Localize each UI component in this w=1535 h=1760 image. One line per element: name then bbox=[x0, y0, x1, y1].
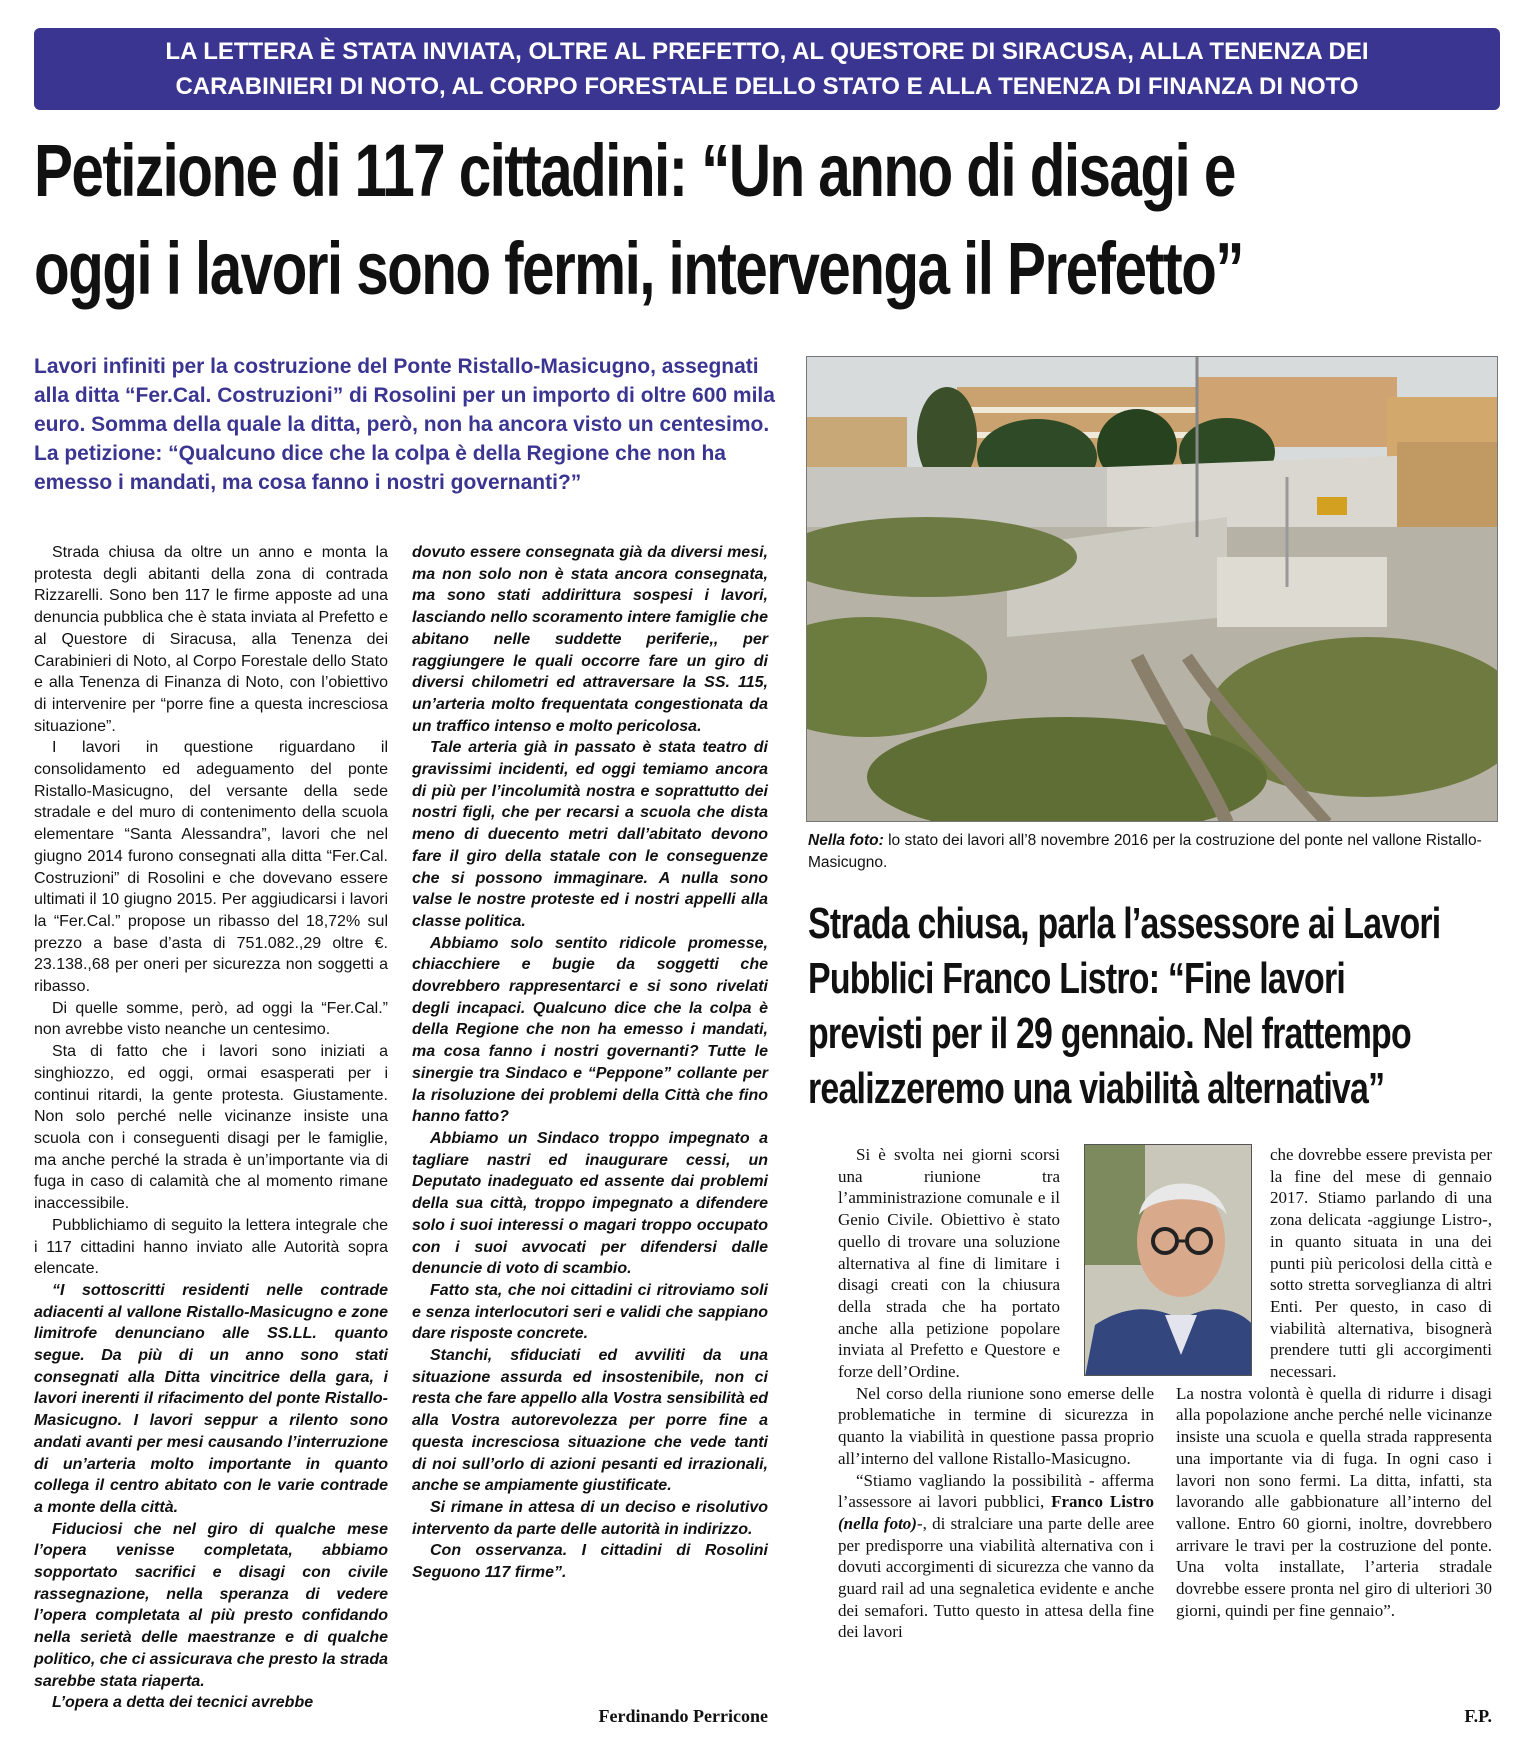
listro-column-2 bbox=[1176, 1144, 1492, 1621]
letter-paragraph: Tale arteria già in passato è stata teatro di gravissimi incidenti, ed oggi temiamo ancora di più per l’incolumità nostra e soprattutto dei nostri figli, che per recarsi a scuola che dista meno di duecento metri dall’abitato devono fare il giro della statale con le conseguenze che si possono immaginare. A nulla sono valse le nostre proteste ed i nostri appelli alla classe politica. bbox=[412, 739, 768, 930]
listro-column-1 bbox=[838, 1144, 1154, 1643]
quote-part: -, di stralciare una parte delle aree per predisporre una viabilità alternativa con i dovuti accorgimenti di sicurezza che vanno da guard rail ad una segnaletica evidente e anche dei semafori. Tutto questo in attesa della fine dei lavori bbox=[838, 1513, 1154, 1642]
top-banner bbox=[34, 28, 1500, 110]
letter-paragraph: Fatto sta, che noi cittadini ci ritroviamo soli e senza interlocutori seri e validi che sappiano dare risposte concrete. bbox=[412, 1281, 768, 1343]
photo-reference: (nella foto) bbox=[838, 1513, 917, 1533]
construction-site-photo bbox=[806, 356, 1498, 822]
letter-paragraph: “I sottoscritti residenti nelle contrade adiacenti al vallone Ristallo-Masicugno e zone limitrofe denunciano alle SS.LL. quanto segue. Da più di un anno sono stati consegnati alla Ditta vincitrice della gara, i lavori inerenti il rifacimento del ponte Ristallo-Masicugno. I lavori seppur a rilento sono andati avanti per mesi causando l’interruzione di un’arteria molto importante in quanto collega il centro abitato con le varie contrade a monte della città. bbox=[34, 1281, 388, 1516]
letter-paragraph: Fiduciosi che nel giro di qualche mese l’opera venisse completata, abbiamo sopportato sacrifici e disagi con civile rassegnazione, nella speranza di vedere l’opera completata al più presto confidando nella serietà delle maestranze e di qualche politico, che ci assicurava che presto la strada sarebbe stata riaperta. bbox=[34, 1520, 388, 1690]
second-headline-line-4: realizzeremo una viabilità alternativa” bbox=[808, 1064, 1385, 1113]
subtitle-paragraph-1: Lavori infiniti per la costruzione del Ponte Ristallo-Masicugno, assegnati alla ditta “Fer.Cal. Costruzioni” di Rosolini per un importo di oltre 600 mila euro. Somma della quale la ditta, però, non ha ancora visto un centesimo. bbox=[34, 355, 775, 436]
article-paragraph: I lavori in questione riguardano il consolidamento ed adeguamento del ponte Ristallo-Masicugno, del versante della sede stradale e del muro di contenimento della scuola elementare “Santa Alessandra”, lavori che nel giugno 2014 furono consegnati alla ditta “Fer.Cal. Costruzioni” di Rosolini e che dovevano essere ultimati il 10 giugno 2015. Per aggiudicarsi i lavori la “Fer.Cal.” propose un ribasso del 18,72% sul prezzo a base d’asta di 751.082.,29 oltre €. 23.138.,68 per oneri per sicurezza non soggetti a ribasso. bbox=[34, 739, 388, 996]
second-headline-line-1: Strada chiusa, parla l’assessore ai Lavori bbox=[808, 899, 1441, 948]
article-paragraph: Strada chiusa da oltre un anno e monta la protesta degli abitanti della zona di contrada Rizzarelli. Sono ben 117 le firme apposte ad una denuncia pubblica che è stata inviata al Prefetto e al Questore di Siracusa, alla Tenenza dei Carabinieri di Noto, al Corpo Forestale dello Stato e alla Tenenza di Finanza di Noto, con l’obiettivo di intervenire per “porre fine a questa incresciosa situazione”. bbox=[34, 544, 388, 735]
assessor-name: Franco Listro bbox=[1051, 1492, 1154, 1512]
banner-line-1: LA LETTERA È STATA INVIATA, OLTRE AL PREFETTO, AL QUESTORE DI SIRACUSA, ALLA TENENZA DEI bbox=[165, 38, 1369, 65]
caption-text: lo stato dei lavori all’8 novembre 2016 per la costruzione del ponte nel vallone Ristallo-Masicugno. bbox=[808, 832, 1482, 871]
subtitle bbox=[34, 352, 794, 497]
second-headline-line-3: previsti per il 29 gennaio. Nel frattempo bbox=[808, 1009, 1411, 1058]
second-signature: F.P. bbox=[1464, 1706, 1492, 1726]
headline-line-1: Petizione di 117 cittadini: “Un anno di disagi e bbox=[34, 129, 1235, 212]
banner-line-2: CARABINIERI DI NOTO, AL CORPO FORESTALE DELLO STATO E ALLA TENENZA DI FINANZA DI NOTO bbox=[175, 73, 1359, 100]
article-column-1 bbox=[34, 542, 388, 1714]
subtitle-paragraph-2: La petizione: “Qualcuno dice che la colpa è della Regione che non ha emesso i mandati, ma cosa fanno i nostri governanti?” bbox=[34, 442, 726, 494]
letter-paragraph: Stanchi, sfiduciati ed avviliti da una situazione assurda ed insostenibile, non ci resta che fare appello alla Vostra sensibilità ed alla Vostra autorevolezza per porre fine a questa incresciosa situazione che vede tanti di noi sull’orlo di azioni pesanti ed irrazionali, anche se ampiamente giustificate. bbox=[412, 1347, 768, 1495]
letter-paragraph: Abbiamo un Sindaco troppo impegnato a tagliare nastri ed inaugurare cessi, un Deputato inadeguato ed assente dai problemi della sua città, troppo impegnato a difendere solo i suoi interessi o magari troppo occupato con i suoi avvocati per difendersi dalle denuncie di voto di scambio. bbox=[412, 1129, 768, 1278]
letter-paragraph: Con osservanza. I cittadini di Rosolini Seguono 117 firme”. bbox=[412, 1542, 768, 1582]
letter-paragraph: Abbiamo solo sentito ridicole promesse, chiacchiere e bugie da soggetti che dovrebbero rappresentarci e si sono rivelati degli incapaci. Qualcuno dice che la colpa è della Regione che non ha emesso i mandati, ma cosa fanno i nostri governanti? Tutte le sinergie tra Sindaco e “Peppone” collante per la risoluzione dei problemi della Città che fino hanno fatto? bbox=[412, 934, 768, 1126]
main-headline bbox=[34, 122, 1243, 318]
letter-paragraph: L’opera a detta dei tecnici avrebbe bbox=[52, 1694, 314, 1712]
second-headline bbox=[808, 896, 1441, 1116]
article-paragraph: Di quelle somme, però, ad oggi la “Fer.Cal.” non avrebbe visto neanche un centesimo. bbox=[34, 999, 388, 1039]
article-paragraph: Sta di fatto che i lavori sono iniziati a singhiozzo, ed oggi, ormai esasperati per i continui ritardi, la gente protesta. Giustamente. Non solo perché nelle vicinanze insiste una scuola con i conseguenti disagi per le famiglie, ma anche perché la strada è un’importante via di fuga in caso di calamità che al momento rimane inaccessibile. bbox=[34, 1043, 388, 1213]
quote-part: “Stiamo vagliando la possibilità - afferma l’assessore ai lavori pubblici, bbox=[838, 1470, 1154, 1512]
listro-paragraph: Si è svolta nei giorni scorsi una riunione tra l’amministrazione comunale e il Genio Civile. Obiettivo è stato quello di trovare una soluzione alternativa al fine di limitare i disagi creati con la chiusura della strada che ha portato anche alla petizione popolare inviata al Prefetto e Questore e forze dell’Ordine. bbox=[838, 1145, 1060, 1382]
headline-line-2: oggi i lavori sono fermi, intervenga il Prefetto” bbox=[34, 227, 1243, 310]
listro-paragraph: che dovrebbe essere prevista per la fine del mese di gennaio 2017. Stiamo parlando di una zona delicata -aggiunge Listro-, in quanto situata in una dei punti più pericolosi della città e sotto stretta sorveglianza di altri Enti. Per questo, in caso di viabilità alternativa, bisognerà prendere tutti gli accorgimenti necessari. bbox=[1270, 1145, 1492, 1382]
article-paragraph: Pubblichiamo di seguito la lettera integrale che i 117 cittadini hanno inviato alle Autorità sopra elencate. bbox=[34, 1216, 388, 1278]
author-signature: Ferdinando Perricone bbox=[598, 1706, 768, 1726]
listro-paragraph: La nostra volontà è quella di ridurre i disagi alla popolazione anche perché nelle vicinanze insiste una scuola e quella strada rappresenta una importante via di fuga. In ogni caso i lavori non sono fermi. La ditta, infatti, sta lavorando alle gabbionature all’interno del vallone. Entro 60 giorni, inoltre, dovrebbero arrivare le travi per la costruzione del ponte. Una volta installate, l’arteria stradale dovrebbe essere pronta nel giro di ulteriori 30 giorni, quindi per fine gennaio”. bbox=[1176, 1383, 1492, 1620]
caption-label: Nella foto: bbox=[808, 832, 884, 849]
letter-paragraph: Si rimane in attesa di un deciso e risolutivo intervento da parte delle autorità in indirizzo. bbox=[412, 1498, 768, 1538]
article-column-2 bbox=[412, 542, 768, 1584]
listro-paragraph bbox=[838, 1470, 1154, 1644]
listro-paragraph: Nel corso della riunione sono emerse delle problematiche in termine di sicurezza in quanto la viabilità in questione passa proprio all’interno del vallone Ristallo-Masicugno. bbox=[838, 1383, 1154, 1468]
second-headline-line-2: Pubblici Franco Listro: “Fine lavori bbox=[808, 954, 1346, 1003]
letter-paragraph: dovuto essere consegnata già da diversi mesi, ma non solo non è stata ancora consegnata, ma sono stati addirittura sospesi i lavori, lasciando nello scoramento intere famiglie che abitano nelle suddette periferie,, per raggiungere le quali occorre fare un giro di diversi chilometri ed attraversare la SS. 115, un’arteria molto frequentata congestionata da un traffico intenso e molto pericolosa. bbox=[412, 544, 768, 735]
photo-caption bbox=[808, 830, 1502, 874]
